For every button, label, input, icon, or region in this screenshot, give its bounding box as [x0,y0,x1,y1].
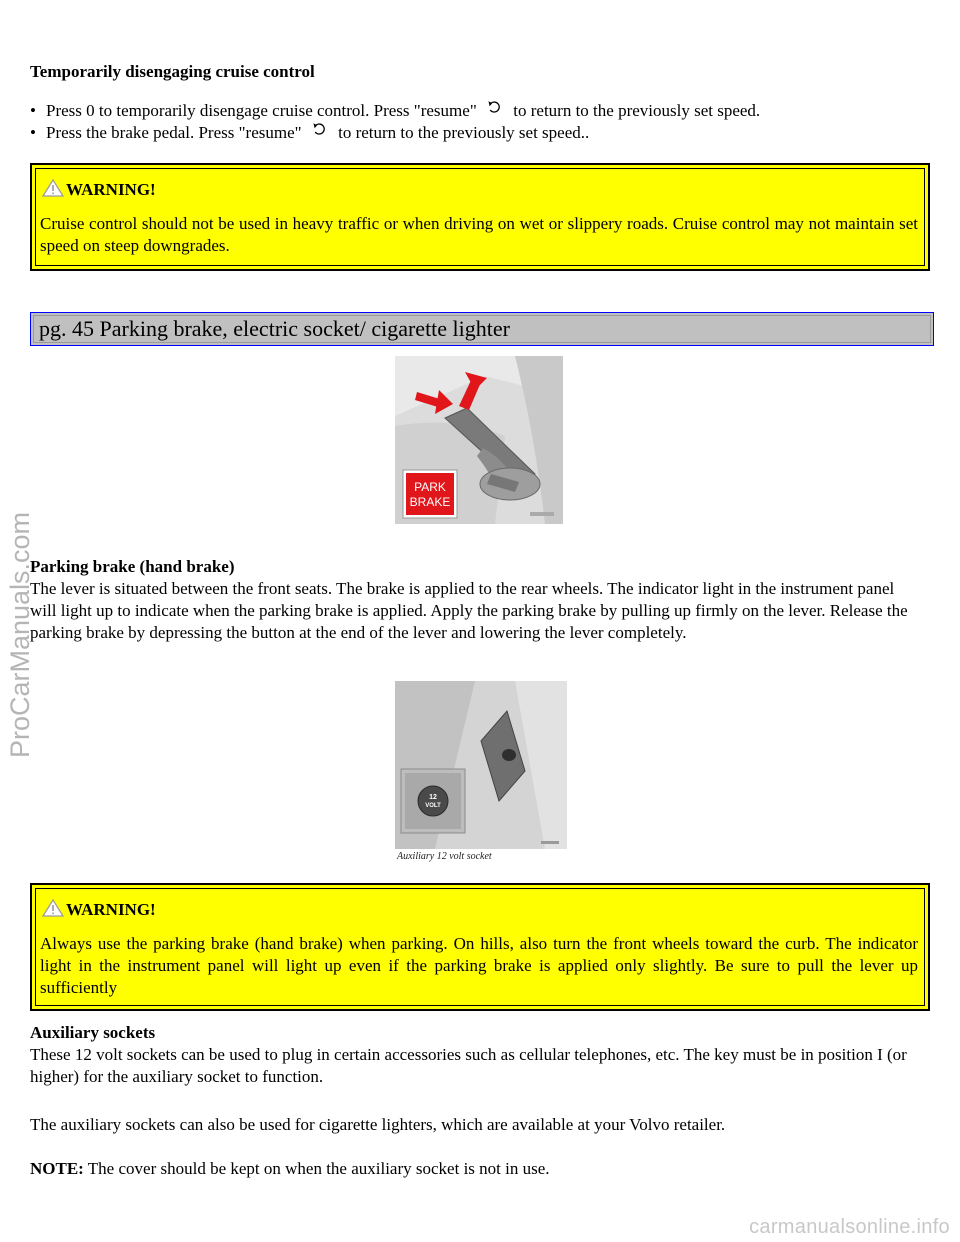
auxiliary-sockets-text-1: These 12 volt sockets can be used to plug in certain accessories such as cellular telephones, etc. The key must be in position I (or higher) for the auxiliary socket to function. [30,1045,907,1086]
socket-label-line2: VOLT [425,803,441,809]
auxiliary-sockets-section [30,1022,920,1088]
auxiliary-sockets-text-2: The auxiliary sockets can also be used for cigarette lighters, which are available at your Volvo retailer. [30,1115,726,1134]
parking-brake-lever-image [395,356,563,524]
park-brake-label-line2: BRAKE [409,495,451,509]
warning-triangle-icon [42,899,64,917]
note-paragraph [30,1158,920,1180]
warning-title-text: WARNING! [66,180,156,199]
carmanualsonline-watermark: carmanualsonline.info [749,1216,950,1238]
cruise-warning-box [30,163,930,271]
warning-title [40,173,918,201]
note-text: The cover should be kept on when the auxiliary socket is not in use. [87,1159,550,1178]
procarmanuals-watermark-text: ProCarManuals.com [5,511,35,759]
cruise-bullet-list [30,100,936,144]
cruise-bullet-2 [46,122,936,144]
socket-label-line1: 12 [429,794,437,801]
socket-figure-caption: Auxiliary 12 volt socket [397,851,492,862]
auxiliary-sockets-heading: Auxiliary sockets [30,1023,156,1042]
cruise-bullet-1-text-after: to return to the previously set speed. [513,101,761,120]
note-label: NOTE: [30,1159,84,1178]
park-brake-label-line1: PARK [414,480,446,494]
resume-arrow-icon [487,100,503,114]
section-title: pg. 45 Parking brake, electric socket/ cigarette lighter [39,316,510,341]
auxiliary-socket-image [395,681,567,863]
parking-brake-section [30,556,920,644]
cruise-bullet-1 [46,100,936,122]
auxiliary-socket-illustration [395,681,567,863]
cruise-bullet-1-text-before: Press 0 to temporarily disengage cruise control. Press "resume" [46,101,477,120]
warning-text: Always use the parking brake (hand brake) when parking. On hills, also turn the front wheels toward the curb. The indicator light in the instrument panel will light up even if the parking brake is applied only slightly. Be sure to pull the lever up sufficiently [40,934,918,997]
parking-warning-box [30,883,930,1011]
warning-title-text: WARNING! [66,900,156,919]
resume-arrow-icon [312,122,328,136]
warning-title [40,893,918,921]
section-title-bar [30,312,934,346]
cruise-heading: Temporarily disengaging cruise control [30,62,315,81]
cruise-bullet-2-text-after: to return to the previously set speed.. [338,123,590,142]
warning-triangle-icon [42,179,64,197]
parking-brake-heading: Parking brake (hand brake) [30,557,235,576]
parking-brake-illustration [395,356,563,524]
parking-brake-text: The lever is situated between the front seats. The brake is applied to the rear wheels. The indicator light in the instrument panel will light up to indicate when the parking brake is applied. Apply the parking brake by pulling up firmly on the lever. Release the parking brake by depressing the button at the end of the lever and lowering the lever completely. [30,579,908,642]
cruise-bullet-2-text-before: Press the brake pedal. Press "resume" [46,123,302,142]
warning-text: Cruise control should not be used in heavy traffic or when driving on wet or slippery roads. Cruise control may not maintain set speed on steep downgrades. [40,214,918,255]
